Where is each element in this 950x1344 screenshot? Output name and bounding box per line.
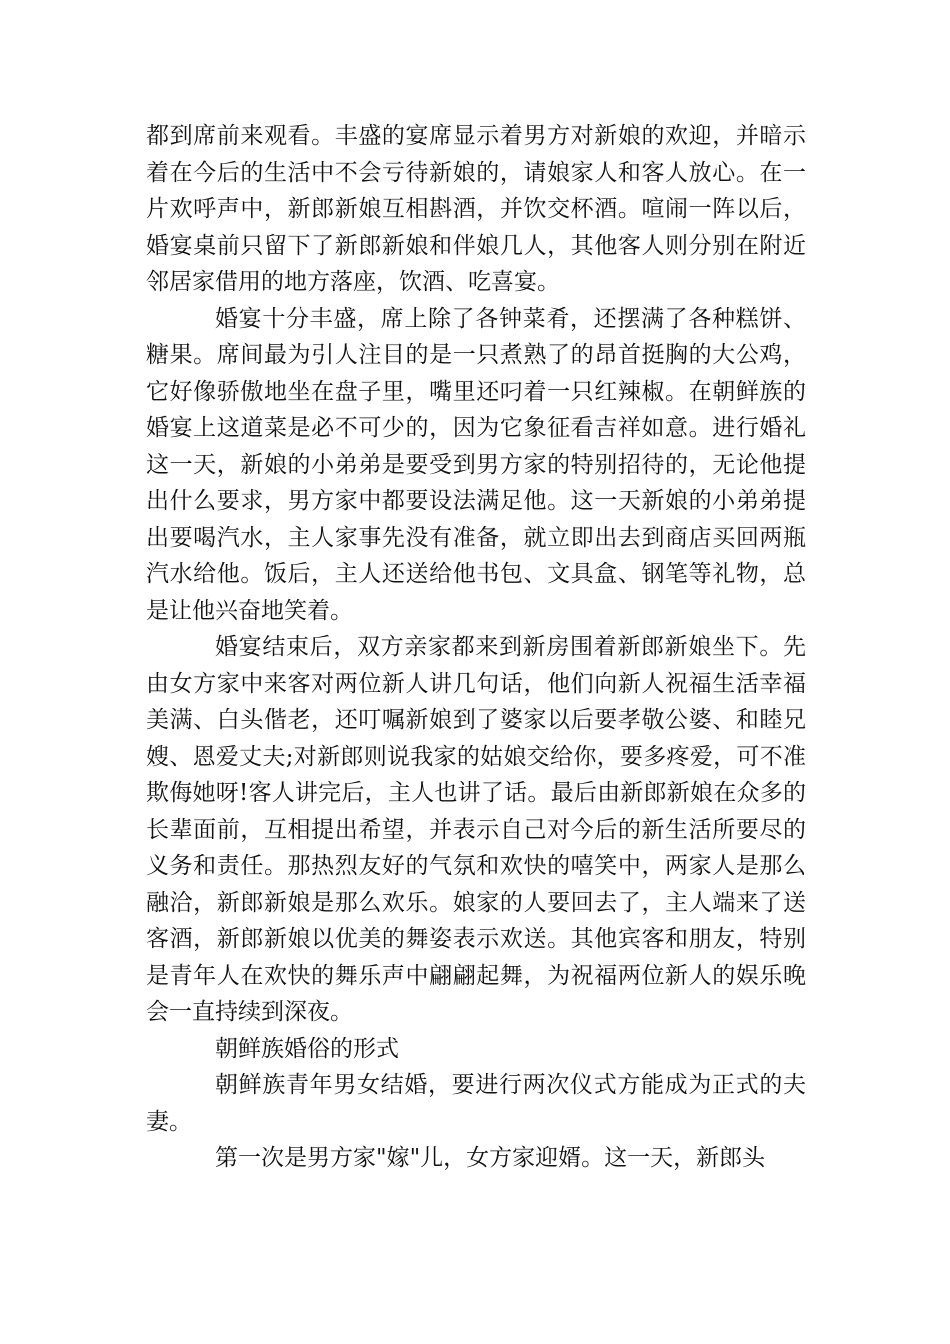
paragraph-first-ceremony: 第一次是男方家"嫁"儿，女方家迎婿。这一天，新郎头: [215, 1145, 766, 1171]
paragraph-two-ceremonies: 朝鲜族青年男女结婚，要进行两次仪式方能成为正式的夫妻。: [146, 1072, 806, 1135]
paragraph-after-feast: 婚宴结束后，双方亲家都来到新房围着新郎新娘坐下。先由女方家中来客对两位新人讲几句话，他们向新人祝福生活幸福美满、白头偕老，还叮嘱新娘到了婆家以后要孝敬公婆、和睦兄嫂、恩爱丈夫;对新郎则说我家的姑娘交给你，要多疼爱，可不准欺侮她呀!客人讲完后，主人也讲了话。最后由新郎新娘在众多的长辈面前，互相提出希望，并表示自己对今后的新生活所要尽的义务和责任。那热烈友好的气氛和欢快的嘻笑中，两家人是那么融洽，新郎新娘是那么欢乐。娘家的人要回去了，主人端来了送客酒，新郎新娘以优美的舞姿表示欢送。其他宾客和朋友，特别是青年人在欢快的舞乐声中翩翩起舞，为祝福两位新人的娱乐晚会一直持续到深夜。: [146, 634, 806, 1025]
paragraph-wedding-feast-intro: 都到席前来观看。丰盛的宴席显示着男方对新娘的欢迎，并暗示着在今后的生活中不会亏待新娘的，请娘家人和客人放心。在一片欢呼声中，新郎新娘互相斟酒，并饮交杯酒。喧闹一阵以后，婚宴桌前只留下了新郎新娘和伴娘几人，其他客人则分别在附近邻居家借用的地方落座，饮酒、吃喜宴。: [146, 123, 806, 295]
document-body: [146, 118, 806, 1177]
section-heading: 朝鲜族婚俗的形式: [215, 1035, 399, 1062]
paragraph-feast-dishes: 婚宴十分丰盛，席上除了各钟菜肴，还摆满了各种糕饼、糖果。席间最为引人注目的是一只煮熟了的昂首挺胸的大公鸡，它好像骄傲地坐在盘子里，嘴里还叼着一只红辣椒。在朝鲜族的婚宴上这道菜是必不可少的，因为它象征看吉祥如意。进行婚礼这一天，新娘的小弟弟是要受到男方家的特别招待的，无论他提出什么要求，男方家中都要设法满足他。这一天新娘的小弟弟提出要喝汽水，主人家事先没有准备，就立即出去到商店买回两瓶汽水给他。饭后，主人还送给他书包、文具盒、钢笔等礼物，总是让他兴奋地笑着。: [146, 305, 806, 624]
